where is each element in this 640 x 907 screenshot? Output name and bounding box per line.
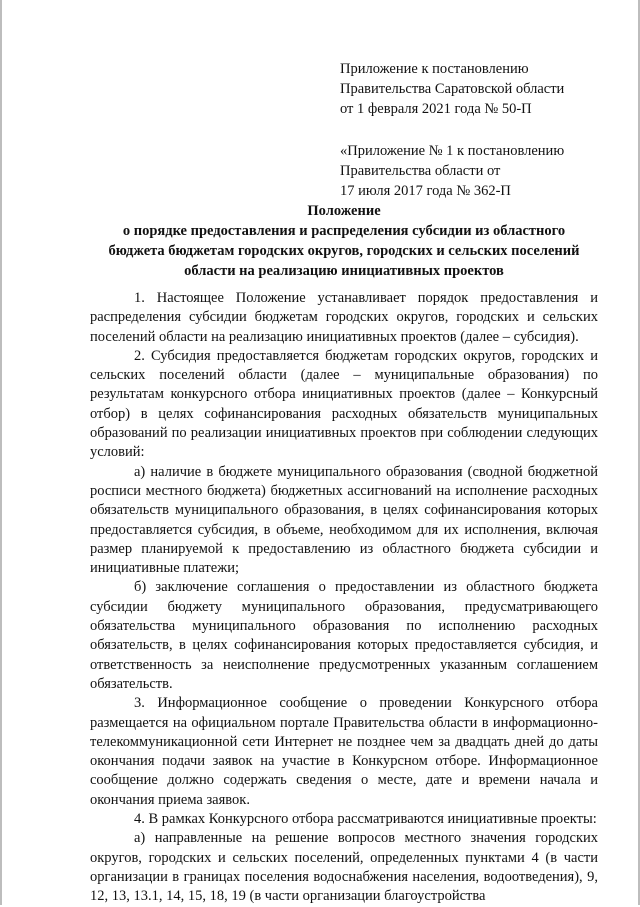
document-body <box>90 289 598 907</box>
paragraph-4a: а) направленные на решение вопросов местного значения городских округов, городских и сельских поселений, определенных пунктами 4 (в части организации в границах поселения водоснабжения населения, водоотведения), 9, 12, 13, 13.1, 14, 15, 18, 19 (в части организации благоустройства <box>90 830 598 905</box>
paragraph-2b: б) заключение соглашения о предоставлении из областного бюджета субсидии бюджету муниципального образования, предусматривающего обязательства муниципального образования по исполнению расходных обязательств, в целях софинансирования которых предоставляется субсидия, и ответственность за неисполнение предусмотренных указанным соглашением обязательств. <box>90 579 598 692</box>
prior-appendix-line: «Приложение № 1 к постановлению <box>340 143 565 159</box>
title-line: о порядке предоставления и распределения субсидии из областного <box>122 223 566 239</box>
appendix-line: Приложение к постановлению <box>340 61 529 77</box>
prior-appendix-line: 17 июля 2017 года № 362-П <box>340 183 511 199</box>
title-line: бюджета бюджетам городских округов, городских и сельских поселений <box>108 243 580 259</box>
paragraph-1: 1. Настоящее Положение устанавливает порядок предоставления и распределения субсидии бюджетам городских округов, городских и сельских поселений области на реализацию инициативных проектов (далее – субсидия). <box>90 290 598 345</box>
paragraph-2: 2. Субсидия предоставляется бюджетам городских округов, городских и сельских поселений области (далее – муниципальные образования) по результатам конкурсного отбора инициативных проектов (далее – Конкурсный отбор) в целях софинансирования расходных обязательств муниципальных образований по реализации инициативных проектов при соблюдении следующих условий: <box>90 347 598 461</box>
document-title <box>88 201 600 281</box>
prior-appendix-line: Правительства области от <box>340 163 501 179</box>
appendix-line: от 1 февраля 2021 года № 50-П <box>340 101 532 117</box>
scan-edge-left <box>0 0 2 905</box>
appendix-header <box>340 59 620 201</box>
appendix-line: Правительства Саратовской области <box>340 81 565 97</box>
title-line: области на реализацию инициативных проектов <box>184 263 504 279</box>
paragraph-2a: а) наличие в бюджете муниципального образования (сводной бюджетной росписи местного бюджета) бюджетных ассигнований на исполнение расходных обязательств муниципального образования, в целях софинансирования которых предоставляется субсидия, в объеме, необходимом для их исполнения, включая размер планируемой к предоставлению из областного бюджета субсидии и инициативные платежи; <box>90 463 598 577</box>
paragraph-3: 3. Информационное сообщение о проведении Конкурсного отбора размещается на официальном портале Правительства области в информационно-телекоммуникационной сети Интернет не позднее чем за двадцать дней до даты окончания подачи заявок на участие в Конкурсном отборе. Информационное сообщение должно содержать сведения о месте, дате и времени начала и окончания приема заявок. <box>90 695 598 808</box>
paragraph-4: 4. В рамках Конкурсного отбора рассматриваются инициативные проекты: <box>134 811 597 828</box>
title-heading: Положение <box>307 203 381 219</box>
